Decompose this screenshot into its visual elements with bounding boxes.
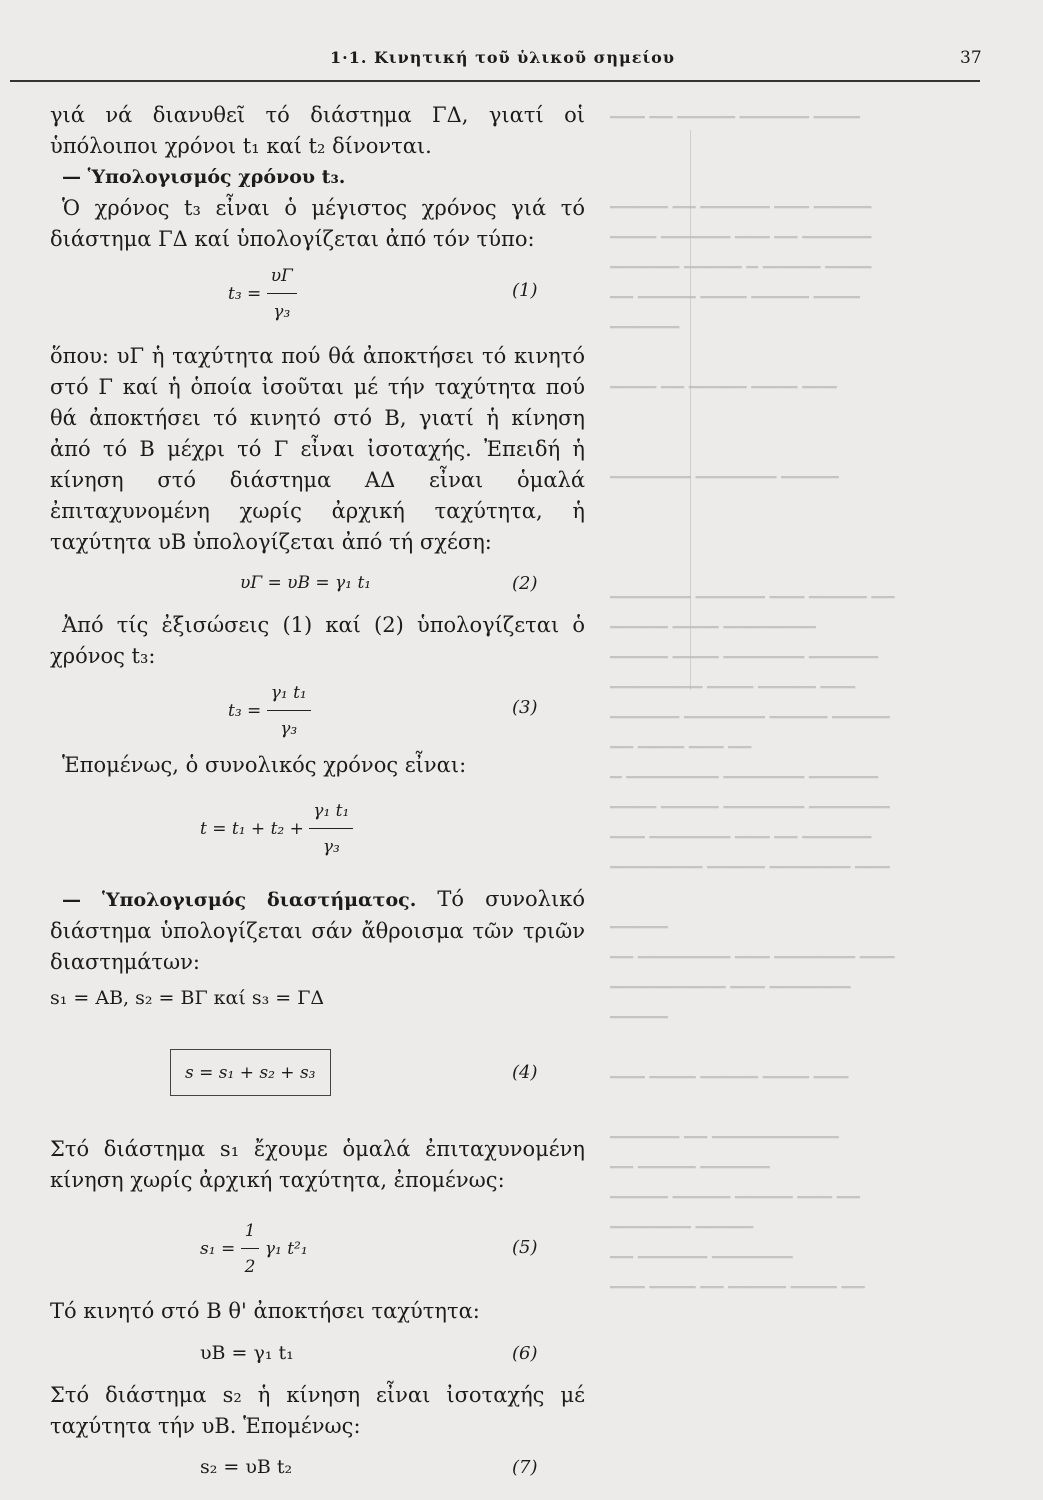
paragraph: Ὁ χρόνος t₃ εἶναι ὁ μέγιστος χρόνος γιά τό διάστημα ΓΔ καί ὑπολογίζεται ἀπό τόν τύπο:: [50, 196, 585, 251]
equation-total-time: [50, 788, 585, 884]
eq5-numerator: 1: [244, 1221, 256, 1241]
equation-3: [50, 672, 585, 750]
eq2-text: υΓ = υΒ = γ₁ t₁: [240, 573, 372, 593]
paragraph: Ἑπομένως, ὁ συνολικός χρόνος εἶναι:: [62, 753, 467, 777]
equation-1: [50, 255, 585, 341]
section-heading-time: — Ὑπολογισμός χρόνου t₃.: [62, 166, 346, 188]
eq7-text: s₂ = υΒ t₂: [200, 1456, 293, 1478]
equation-6: [50, 1334, 585, 1380]
equation-5: [50, 1212, 585, 1296]
paragraph-text: Τό συνολικό διάστημα ὑπολογίζεται σάν ἄθροισμα τῶν τριῶν διαστημάτων:: [50, 887, 585, 974]
paragraph: Στό διάστημα s₁ ἔχουμε ὁμαλά ἐπιταχυνομένη κίνηση χωρίς ἀρχική ταχύτητα, ἐπομένως:: [50, 1137, 585, 1192]
eq6-text: υΒ = γ₁ t₁: [200, 1342, 294, 1364]
eq1-number: (1): [512, 280, 538, 301]
eq-total-denominator: γ₃: [322, 837, 340, 857]
equation-4: [50, 1043, 585, 1134]
page-number: 37: [960, 48, 982, 68]
eq3-number: (3): [512, 697, 538, 718]
eq5-number: (5): [512, 1237, 538, 1258]
eq3-denominator: γ₃: [280, 719, 298, 739]
eq5-fraction: [241, 1216, 260, 1283]
paragraph: ὅπου: υΓ ἡ ταχύτητα πού θά ἀποκτήσει τό κινητό στό Γ καί ἡ ὁποία ἰσοῦται μέ τήν ταχύτητα πού θά ἀποκτήσει τό κινητό στό Β, γιατί ἡ κίνηση ἀπό τό Β μέχρι τό Γ εἶναι ἰσοταχής. Ἐπειδή ἡ κίνηση στό διάστημα ΑΔ εἶναι ὁμαλά ἐπιταχυνομένη χωρίς ἀρχική ταχύτητα, ἡ ταχύτητα υΒ ὑπολογίζεται ἀπό τή σχέση:: [50, 344, 585, 554]
eq2-number: (2): [512, 573, 538, 594]
paragraph: Ἀπό τίς ἐξισώσεις (1) καί (2) ὑπολογίζεται ὁ χρόνος t₃:: [50, 613, 585, 668]
section-heading-distance: — Ὑπολογισμός διαστήματος.: [62, 889, 417, 911]
eq3-numerator: γ₁ t₁: [270, 683, 307, 703]
running-title: 1·1. Κινητική τοῦ ὑλικοῦ σημείου: [330, 48, 675, 67]
equation-2: [50, 558, 585, 610]
eq4-number: (4): [512, 1062, 538, 1083]
equation-7: [50, 1448, 585, 1492]
eq-total-lhs: t = t₁ + t₂ +: [200, 819, 304, 839]
header-rule: [10, 80, 980, 82]
eq3-lhs: t₃ =: [228, 701, 262, 721]
show-through: ▔▔▔ ▔▔ ▔▔▔▔▔ ▔▔▔▔▔▔ ▔▔▔▔ ▔▔▔▔▔ ▔▔ ▔▔▔▔▔▔ ▔▔▔ ▔▔▔▔▔ ▔▔▔▔ ▔▔▔▔▔▔ ▔▔▔ ▔▔ ▔▔▔▔▔▔ ▔▔▔▔▔▔ ▔▔▔▔▔ ▔ ▔▔▔▔▔ ▔▔▔▔ ▔▔ ▔▔▔▔▔ ▔▔▔▔ ▔▔▔▔▔ ▔▔▔▔ ▔▔▔▔▔▔ ▔▔▔▔ ▔▔ ▔▔▔▔▔ ▔▔▔▔ ▔▔▔ ▔▔▔▔▔▔▔ ▔▔▔▔▔▔▔ ▔▔▔▔▔ ▔▔▔▔▔▔▔ ▔▔▔▔▔▔ ▔▔▔ ▔▔▔▔▔ ▔▔ ▔▔▔▔▔ ▔▔▔▔ ▔▔▔▔▔▔▔▔ ▔▔▔▔▔ ▔▔▔▔ ▔▔▔▔▔▔▔ ▔▔▔▔▔▔ ▔▔▔▔▔▔▔▔ ▔▔▔▔ ▔▔▔▔▔ ▔▔▔ ▔▔▔▔▔▔ ▔▔▔▔▔▔▔ ▔▔▔▔▔ ▔▔▔▔▔ ▔▔ ▔▔▔▔ ▔▔▔ ▔▔ ▔ ▔▔▔▔▔▔▔▔ ▔▔▔▔▔▔▔ ▔▔▔▔▔▔ ▔▔▔▔ ▔▔▔▔▔ ▔▔▔▔▔▔▔ ▔▔▔▔▔▔▔ ▔▔▔ ▔▔▔▔▔▔▔ ▔▔▔ ▔▔ ▔▔▔▔▔▔ ▔▔▔▔▔▔▔▔ ▔▔▔▔▔ ▔▔▔▔▔▔▔ ▔▔▔ ▔▔▔▔▔ ▔▔ ▔▔▔▔▔▔▔▔ ▔▔▔ ▔▔▔▔▔▔▔ ▔▔▔ ▔▔▔▔▔▔▔▔▔▔ ▔▔▔ ▔▔▔▔▔▔▔ ▔▔▔▔▔ ▔▔▔ ▔▔▔▔ ▔▔▔▔▔ ▔▔▔▔ ▔▔▔ ▔▔▔▔▔▔ ▔▔ ▔▔▔▔▔▔▔▔▔▔▔ ▔▔ ▔▔▔▔▔ ▔▔▔▔▔▔ ▔▔▔▔▔ ▔▔▔▔▔ ▔▔▔▔▔ ▔▔▔ ▔▔ ▔▔▔▔▔▔▔ ▔▔▔▔▔ ▔▔ ▔▔▔▔▔▔ ▔▔▔▔▔▔▔ ▔▔▔ ▔▔▔▔ ▔▔ ▔▔▔▔▔ ▔▔▔▔ ▔▔: [610, 116, 895, 1304]
eq7-number: (7): [512, 1457, 538, 1478]
paragraph: γιά νά διανυθεῖ τό διάστημα ΓΔ, γιατί οἱ ὑπόλοιποι χρόνοι t₁ καί t₂ δίνονται.: [50, 103, 585, 158]
paragraph: Στό διάστημα s₂ ἡ κίνηση εἶναι ἰσοταχής μέ ταχύτητα τήν υΒ. Ἑπομένως:: [50, 1383, 585, 1438]
main-text: [50, 100, 585, 1492]
eq1-fraction: [267, 261, 297, 328]
eq-total-numerator: γ₁ t₁: [313, 801, 350, 821]
paragraph-distance: [50, 884, 585, 977]
eq5-rhs: γ₁ t²₁: [264, 1239, 308, 1259]
eq-total-fraction: [309, 796, 353, 863]
eq3-fraction: [267, 678, 311, 745]
eq5-denominator: 2: [244, 1257, 256, 1277]
paragraph: Τό κινητό στό Β θ' ἀποκτήσει ταχύτητα:: [50, 1299, 480, 1323]
eq1-numerator: υΓ: [270, 266, 293, 286]
boxed-equation: s = s₁ + s₂ + s₃: [170, 1049, 331, 1096]
eq6-number: (6): [512, 1343, 538, 1364]
eq1-denominator: γ₃: [273, 302, 291, 322]
equation-parts: s₁ = ΑΒ, s₂ = ΒΓ καί s₃ = ΓΔ: [50, 987, 325, 1009]
eq1-lhs: t₃ =: [228, 284, 262, 304]
eq5-lhs: s₁ =: [200, 1239, 236, 1259]
